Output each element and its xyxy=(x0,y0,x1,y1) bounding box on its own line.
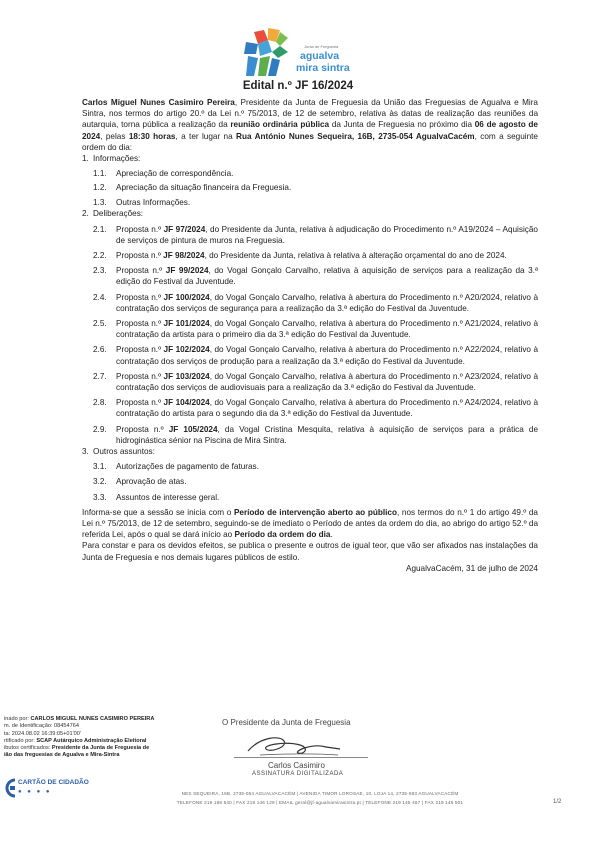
list-item: 2.1. Proposta n.º JF 97/2024, do Presidente da Junta, relativa à adjudicação do Procedimento n.º A19/2024 – Aquisição de serviços de pintura de muros na Freguesia. xyxy=(93,224,538,245)
list-item: 1.3. Outras Informações. xyxy=(93,198,191,208)
list-item: 1.2. Apreciação da situação financeira da Freguesia. xyxy=(93,183,292,193)
list-item: 2.6. Proposta n.º JF 102/2024, do Vogal Gonçalo Carvalho, relativa à abertura do Procedimento n.º A22/2024, relativo à contratação dos serviços de produção para a realização da 3.ª edição do Festival da Juventude. xyxy=(93,345,538,366)
signature-title: O Presidente da Junta de Freguesia xyxy=(222,718,351,727)
place-and-date: AgualvaCacém, 31 de julho de 2024 xyxy=(405,563,538,573)
digital-signature-info: inado por: CARLOS MIGUEL NUNES CASIMIRO PEREIRA m. de Identificação: 08454764 ta: 2024.08.02 16:39:05+01'00' rtificado por: SCAP Autárquico Administração Eleitoral ibutos certificados: Presidente da Junta de Freguesia de ião das freguesias de Agualva e Mira-Sintra xyxy=(4,716,155,759)
agenda-section-deliberacoes: 2. Deliberações: xyxy=(82,209,144,219)
list-item: 2.8. Proposta n.º JF 104/2024, do Vogal Gonçalo Carvalho, relativa à abertura do Procedimento n.º A24/2024, relativo à contratação do artista para o segundo dia da 3.ª edição do Festival da Juventude. xyxy=(93,398,538,419)
list-item: 2.5. Proposta n.º JF 101/2024, do Vogal Gonçalo Carvalho, relativa à abertura do Procedimento n.º A21/2024, relativo à contratação da artista para o primeiro dia da 3.ª edição do Festival da Juventude. xyxy=(93,318,538,340)
list-item: 3.1. Autorizações de pagamento de faturas. xyxy=(93,462,259,472)
citizen-card-dots: ● ● ● ● xyxy=(18,789,52,795)
list-item: 3.2. Aprovação de atas. xyxy=(93,477,187,487)
list-item: 2.4. Proposta n.º JF 100/2024, do Vogal Gonçalo Carvalho, relativa à abertura do Procedimento n.º A20/2024, relativo à contratação dos serviços de segurança para a realização da 3.ª edição do Festival da Juventude. xyxy=(93,292,538,313)
list-item: 2.3. Proposta n.º JF 99/2024, do Vogal Gonçalo Carvalho, relativa à aquisição de serviços para a realização da 3.ª edição do Festival da Juventude. xyxy=(93,266,539,287)
closing-paragraph-session: Informa-se que a sessão se inicia com o Período de intervenção aberto ao público, nos termos do n.º 1 do artigo 49.º da Lei n.º 75/2013, de 12 de setembro, seguindo-se de imediato o Período de antes da ordem do dia, ao abrigo do artigo 52.º da referida Lei, após o qual se dará início ao Período da ordem do dia. xyxy=(82,507,538,540)
closing-paragraph-publication: Para constar e para os devidos efeitos, se publica o presente e outros de igual teor, que vão ser afixados nas instalações da Junta de Freguesia e nos demais lugares públicos de estilo. xyxy=(82,541,538,562)
list-item: 2.7. Proposta n.º JF 103/2024, do Vogal Gonçalo Carvalho, relativa à abertura do Procedimento n.º A23/2024, relativo à contratação dos serviços de audiovisuais para a realização da 3.ª edição do Festival da Juventude. xyxy=(93,371,538,392)
agenda-section-informacoes: 1. Informações: xyxy=(82,154,141,164)
list-item: 3.3. Assuntos de interesse geral. xyxy=(93,492,220,502)
logo-caption: Junta de Freguesia xyxy=(304,44,339,49)
handwritten-signature xyxy=(240,733,350,759)
page-number: 1/2 xyxy=(553,799,562,805)
document-body xyxy=(82,97,538,574)
agenda-section-outros-assuntos: 3. Outros assuntos: xyxy=(82,446,155,456)
citizen-card-label: CARTÃO DE CIDADÃO xyxy=(18,779,89,786)
logo-text-mira-sintra: mira sintra xyxy=(296,62,350,74)
page-title: Edital n.º JF 16/2024 xyxy=(242,80,354,92)
list-item: 2.9. Proposta n.º JF 105/2024, da Vogal Cristina Mesquita, relativa à aquisição de serviços para a prática de hidroginástica sénior na Piscina de Mira Sintra. xyxy=(93,424,538,445)
logo-text-agualva: agualva xyxy=(300,50,340,62)
footer-address: NES SEQUEIRA, 16B, 2735-054 AGUALVACACÉM | AVENIDA TIMOR LOROSAE, 10, LOJA 14, 2735-593 AGUALVACACÉM xyxy=(181,791,459,796)
list-item: 2.2. Proposta n.º JF 98/2024, do Presidente da Junta, relativa à relativa à alteração orçamental do ano de 2024. xyxy=(93,250,507,260)
list-item: 1.1. Apreciação de correspondência. xyxy=(93,168,234,178)
intro-paragraph: Carlos Miguel Nunes Casimiro Pereira, Presidente da Junta de Freguesia da União das Freguesias de Agualva e Mira Sintra, nos termos do artigo 20.º da Lei n.º 75/2013, de 12 de setembro, relativa às datas de realização das reuniões da autarquia, torna pública a realização da reunião ordinária pública da Junta de Freguesia no próximo dia 06 de agosto de 2024, pelas 18:30 horas, a ter lugar na Rua António Nunes Sequeira, 16B, 2735-054 AgualvaCacém, com a seguinte ordem do dia: xyxy=(82,98,538,152)
signature-name: Carlos Casimiro xyxy=(268,761,325,770)
signature-line xyxy=(234,757,368,758)
signature-subtitle: ASSINATURA DIGITALIZADA xyxy=(252,771,344,777)
footer-contacts: TELEFONE 219 188 540 | FAX 219 146 129 | EMAIL geral@jf-agualvamirasintra.pt | TELEFONE 219 145 467 | FAX 219 145 501 xyxy=(176,800,464,805)
